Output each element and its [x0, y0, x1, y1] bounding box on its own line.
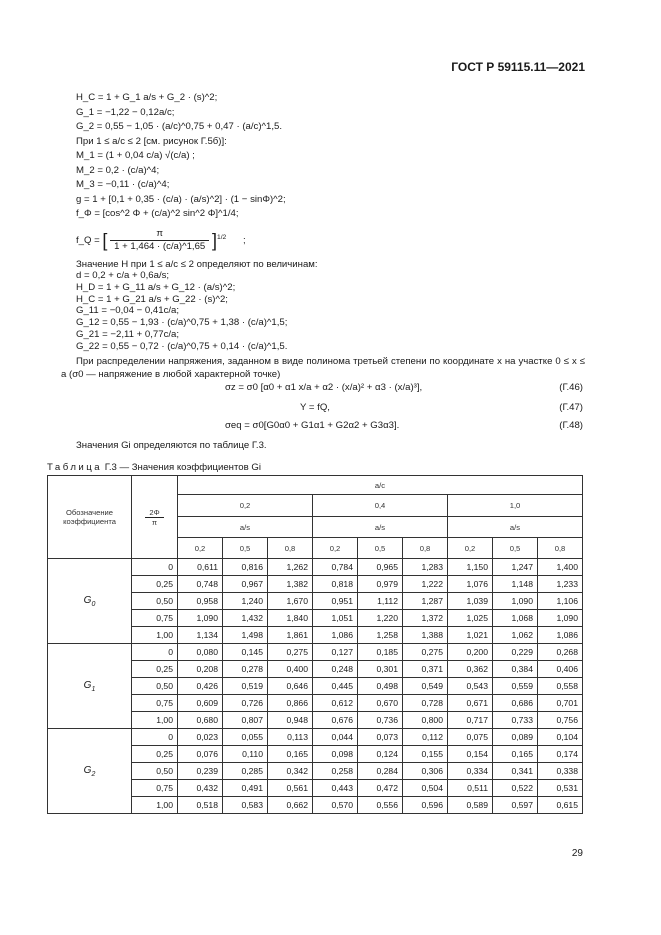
value-cell: 0,597 [493, 797, 538, 814]
value-cell: 0,432 [178, 780, 223, 797]
value-cell: 0,285 [223, 763, 268, 780]
value-cell: 0,518 [178, 797, 223, 814]
value-cell: 0,268 [538, 644, 583, 661]
value-cell: 0,445 [313, 678, 358, 695]
value-cell: 1,382 [268, 576, 313, 593]
value-cell: 0,200 [448, 644, 493, 661]
phi-den: π [151, 517, 158, 527]
phi-cell: 0,25 [132, 746, 178, 763]
as-value: 0,8 [538, 538, 583, 559]
value-cell: 0,670 [358, 695, 403, 712]
phi-cell: 0,50 [132, 678, 178, 695]
formula-line: M_3 = −0,11 · (c/a)^4; [76, 179, 170, 190]
formula-line: G_22 = 0,55 − 0,72 · (c/a)^0,75 + 0,14 · (c/a)^1,5. [76, 340, 288, 352]
value-cell: 0,671 [448, 695, 493, 712]
value-cell: 1,372 [403, 610, 448, 627]
value-cell: 1,240 [223, 593, 268, 610]
value-cell: 0,676 [313, 712, 358, 729]
value-cell: 0,124 [358, 746, 403, 763]
table-row [48, 644, 583, 661]
coefficients-table [47, 475, 583, 814]
value-cell: 0,165 [268, 746, 313, 763]
value-cell: 0,543 [448, 678, 493, 695]
formula-line: G_11 = −0,04 − 0,41c/a; [76, 305, 180, 317]
value-cell: 0,154 [448, 746, 493, 763]
value-cell: 1,068 [493, 610, 538, 627]
value-cell: 0,965 [358, 559, 403, 576]
value-cell: 1,076 [448, 576, 493, 593]
value-cell: 0,371 [403, 661, 448, 678]
phi-cell: 0,50 [132, 763, 178, 780]
formula-line: G_1 = −1,22 − 0,12a/c; [76, 106, 175, 118]
ac-value: 1,0 [448, 495, 583, 517]
value-cell: 0,239 [178, 763, 223, 780]
table-caption-text: Г.3 — Значения коэффициентов Gi [104, 462, 261, 473]
value-cell: 0,113 [268, 729, 313, 746]
phi-cell: 0,25 [132, 661, 178, 678]
value-cell: 0,531 [538, 780, 583, 797]
value-cell: 0,023 [178, 729, 223, 746]
value-cell: 0,556 [358, 797, 403, 814]
value-cell: 0,400 [268, 661, 313, 678]
value-cell: 0,717 [448, 712, 493, 729]
value-cell: 0,807 [223, 712, 268, 729]
value-cell: 0,611 [178, 559, 223, 576]
formula-line: f_Φ = [cos^2 Φ + (c/a)^2 sin^2 Φ]^1/4; [76, 208, 239, 219]
value-cell: 0,680 [178, 712, 223, 729]
ac-header: a/c [178, 476, 583, 495]
value-cell: 0,258 [313, 763, 358, 780]
values-note: Значения Gi определяются по таблице Г.3. [76, 440, 267, 451]
value-cell: 0,800 [403, 712, 448, 729]
equation-expression: σz = σ0 [α0 + α1 x/a + α2 · (x/a)² + α3 · (x/a)³], [225, 382, 423, 393]
value-cell: 0,728 [403, 695, 448, 712]
value-cell: 1,148 [493, 576, 538, 593]
value-cell: 1,039 [448, 593, 493, 610]
value-cell: 0,248 [313, 661, 358, 678]
value-cell: 0,701 [538, 695, 583, 712]
value-cell: 0,816 [223, 559, 268, 576]
table-row [48, 729, 583, 746]
formula-line: G_12 = 0,55 − 1,93 · (c/a)^0,75 + 1,38 · (c/a)^1,5; [76, 317, 288, 329]
group-label: $G_2$ [48, 729, 132, 814]
phi-cell: 0,25 [132, 576, 178, 593]
formula-line: При 1 ≤ a/c ≤ 2 [см. рисунок Г.5б)]: [76, 135, 227, 147]
value-cell: 0,080 [178, 644, 223, 661]
phi-cell: 0,75 [132, 780, 178, 797]
value-cell: 1,220 [358, 610, 403, 627]
as-header: a/s [313, 517, 448, 538]
value-cell: 0,558 [538, 678, 583, 695]
phi-cell: 0 [132, 729, 178, 746]
col-header-phi [132, 476, 178, 559]
value-cell: 0,076 [178, 746, 223, 763]
value-cell: 0,726 [223, 695, 268, 712]
value-cell: 1,840 [268, 610, 313, 627]
value-cell: 1,021 [448, 627, 493, 644]
as-value: 0,8 [403, 538, 448, 559]
value-cell: 0,334 [448, 763, 493, 780]
value-cell: 0,491 [223, 780, 268, 797]
distribution-paragraph: При распределении напряжения, заданном в виде полинома третьей степени по координате x на участке 0 ≤ x ≤ a (σ0 — напряжение в любой характерной точке) [61, 356, 585, 380]
value-cell: 0,342 [268, 763, 313, 780]
value-cell: 0,338 [538, 763, 583, 780]
page-number: 29 [571, 848, 583, 859]
formula-line: H_D = 1 + G_11 a/s + G_12 · (a/s)^2; [76, 281, 236, 293]
value-cell: 0,127 [313, 644, 358, 661]
group-label: $G_1$ [48, 644, 132, 729]
value-cell: 0,185 [358, 644, 403, 661]
value-cell: 0,686 [493, 695, 538, 712]
h-value-text: Значение H при 1 ≤ a/c ≤ 2 определяют по величинам: [76, 259, 318, 270]
value-cell: 1,134 [178, 627, 223, 644]
value-cell: 0,362 [448, 661, 493, 678]
as-value: 0,5 [223, 538, 268, 559]
value-cell: 0,519 [223, 678, 268, 695]
value-cell: 1,025 [448, 610, 493, 627]
value-cell: 0,208 [178, 661, 223, 678]
phi-cell: 1,00 [132, 712, 178, 729]
value-cell: 0,748 [178, 576, 223, 593]
value-cell: 0,073 [358, 729, 403, 746]
value-cell: 0,284 [358, 763, 403, 780]
value-cell: 1,262 [268, 559, 313, 576]
value-cell: 0,818 [313, 576, 358, 593]
value-cell: 1,090 [538, 610, 583, 627]
value-cell: 0,301 [358, 661, 403, 678]
value-cell: 0,948 [268, 712, 313, 729]
value-cell: 0,443 [313, 780, 358, 797]
equation-expression: Y = fQ, [300, 402, 330, 413]
value-cell: 0,662 [268, 797, 313, 814]
value-cell: 1,150 [448, 559, 493, 576]
value-cell: 0,561 [268, 780, 313, 797]
value-cell: 0,075 [448, 729, 493, 746]
value-cell: 1,106 [538, 593, 583, 610]
equation-number: (Г.47) [559, 402, 583, 413]
value-cell: 0,784 [313, 559, 358, 576]
formula-line: d = 0,2 + c/a + 0,6a/s; [76, 270, 170, 281]
fq-denominator: 1 + 1,464 · (c/a)^1,65 [114, 241, 206, 252]
formula-line: H_C = 1 + G_21 a/s + G_22 · (s)^2; [76, 293, 228, 305]
value-cell: 1,112 [358, 593, 403, 610]
value-cell: 0,165 [493, 746, 538, 763]
value-cell: 0,596 [403, 797, 448, 814]
value-cell: 0,733 [493, 712, 538, 729]
group-label: $G_0$ [48, 559, 132, 644]
phi-cell: 0,75 [132, 695, 178, 712]
fq-end: ; [242, 235, 246, 247]
value-cell: 1,861 [268, 627, 313, 644]
document-header: ГОСТ Р 59115.11—2021 [451, 60, 585, 74]
fq-power: 1/2 [216, 233, 227, 241]
phi-cell: 0 [132, 644, 178, 661]
phi-cell: 1,00 [132, 797, 178, 814]
value-cell: 0,472 [358, 780, 403, 797]
value-cell: 1,432 [223, 610, 268, 627]
phi-num: 2Φ [145, 508, 163, 518]
equation-number: (Г.48) [559, 420, 583, 431]
value-cell: 0,522 [493, 780, 538, 797]
value-cell: 1,283 [403, 559, 448, 576]
value-cell: 0,646 [268, 678, 313, 695]
value-cell: 0,549 [403, 678, 448, 695]
equation-expression: σeq = σ0[G0α0 + G1α1 + G2α2 + G3α3]. [225, 420, 400, 431]
value-cell: 1,670 [268, 593, 313, 610]
value-cell: 0,112 [403, 729, 448, 746]
value-cell: 0,104 [538, 729, 583, 746]
ac-value: 0,2 [178, 495, 313, 517]
as-value: 0,5 [493, 538, 538, 559]
value-cell: 1,400 [538, 559, 583, 576]
as-value: 0,8 [268, 538, 313, 559]
table-caption-prefix: Таблица [47, 462, 103, 473]
value-cell: 0,055 [223, 729, 268, 746]
value-cell: 0,406 [538, 661, 583, 678]
value-cell: 0,426 [178, 678, 223, 695]
value-cell: 0,756 [538, 712, 583, 729]
value-cell: 0,609 [178, 695, 223, 712]
formula-line: M_1 = (1 + 0,04 c/a) √(c/a) ; [76, 150, 195, 161]
value-cell: 1,258 [358, 627, 403, 644]
value-cell: 0,145 [223, 644, 268, 661]
table-row [48, 559, 583, 576]
phi-cell: 1,00 [132, 627, 178, 644]
formula-line: M_2 = 0,2 · (c/a)^4; [76, 164, 160, 176]
col-header-coefficient: Обозначение коэффициента [48, 476, 132, 559]
value-cell: 0,110 [223, 746, 268, 763]
value-cell: 0,951 [313, 593, 358, 610]
value-cell: 0,511 [448, 780, 493, 797]
value-cell: 0,866 [268, 695, 313, 712]
as-header: a/s [448, 517, 583, 538]
value-cell: 1,287 [403, 593, 448, 610]
phi-cell: 0,75 [132, 610, 178, 627]
value-cell: 0,341 [493, 763, 538, 780]
formula-line: G_2 = 0,55 − 1,05 · (a/c)^0,75 + 0,47 · (a/c)^1,5. [76, 121, 283, 132]
value-cell: 1,233 [538, 576, 583, 593]
value-cell: 0,089 [493, 729, 538, 746]
phi-cell: 0 [132, 559, 178, 576]
fq-numerator: π [110, 228, 209, 241]
value-cell: 1,222 [403, 576, 448, 593]
value-cell: 0,612 [313, 695, 358, 712]
value-cell: 0,229 [493, 644, 538, 661]
value-cell: 0,615 [538, 797, 583, 814]
value-cell: 0,278 [223, 661, 268, 678]
value-cell: 1,090 [493, 593, 538, 610]
as-value: 0,2 [178, 538, 223, 559]
value-cell: 0,275 [268, 644, 313, 661]
value-cell: 1,388 [403, 627, 448, 644]
fq-fraction [110, 228, 209, 253]
fq-lhs: f_Q [76, 235, 92, 247]
formula-line: g = 1 + [0,1 + 0,35 · (c/a) · (a/s)^2] · (1 − sinΦ)^2; [76, 193, 286, 205]
as-header: a/s [178, 517, 313, 538]
value-cell: 0,275 [403, 644, 448, 661]
value-cell: 0,098 [313, 746, 358, 763]
as-value: 0,2 [313, 538, 358, 559]
value-cell: 1,086 [313, 627, 358, 644]
value-cell: 1,051 [313, 610, 358, 627]
value-cell: 0,589 [448, 797, 493, 814]
value-cell: 1,062 [493, 627, 538, 644]
value-cell: 0,559 [493, 678, 538, 695]
phi-cell: 0,50 [132, 593, 178, 610]
ac-value: 0,4 [313, 495, 448, 517]
value-cell: 0,736 [358, 712, 403, 729]
value-cell: 0,967 [223, 576, 268, 593]
formula-line: H_C = 1 + G_1 a/s + G_2 · (s)^2; [76, 92, 218, 103]
value-cell: 0,174 [538, 746, 583, 763]
value-cell: 0,504 [403, 780, 448, 797]
table-caption [47, 462, 261, 473]
equation-number: (Г.46) [559, 382, 583, 393]
value-cell: 0,583 [223, 797, 268, 814]
as-value: 0,2 [448, 538, 493, 559]
value-cell: 1,086 [538, 627, 583, 644]
value-cell: 0,384 [493, 661, 538, 678]
value-cell: 0,979 [358, 576, 403, 593]
as-value: 0,5 [358, 538, 403, 559]
formula-line: G_21 = −2,11 + 0,77c/a; [76, 329, 180, 340]
value-cell: 1,498 [223, 627, 268, 644]
fq-formula: f_Q = [ $\frac{\pi}{1 + 1,464 \cdot (c/a)\^{}1,65}$ ]$^{1/2}$ ; [76, 228, 246, 252]
value-cell: 0,044 [313, 729, 358, 746]
value-cell: 0,958 [178, 593, 223, 610]
value-cell: 0,498 [358, 678, 403, 695]
value-cell: 1,090 [178, 610, 223, 627]
value-cell: 1,247 [493, 559, 538, 576]
value-cell: 0,155 [403, 746, 448, 763]
value-cell: 0,570 [313, 797, 358, 814]
value-cell: 0,306 [403, 763, 448, 780]
